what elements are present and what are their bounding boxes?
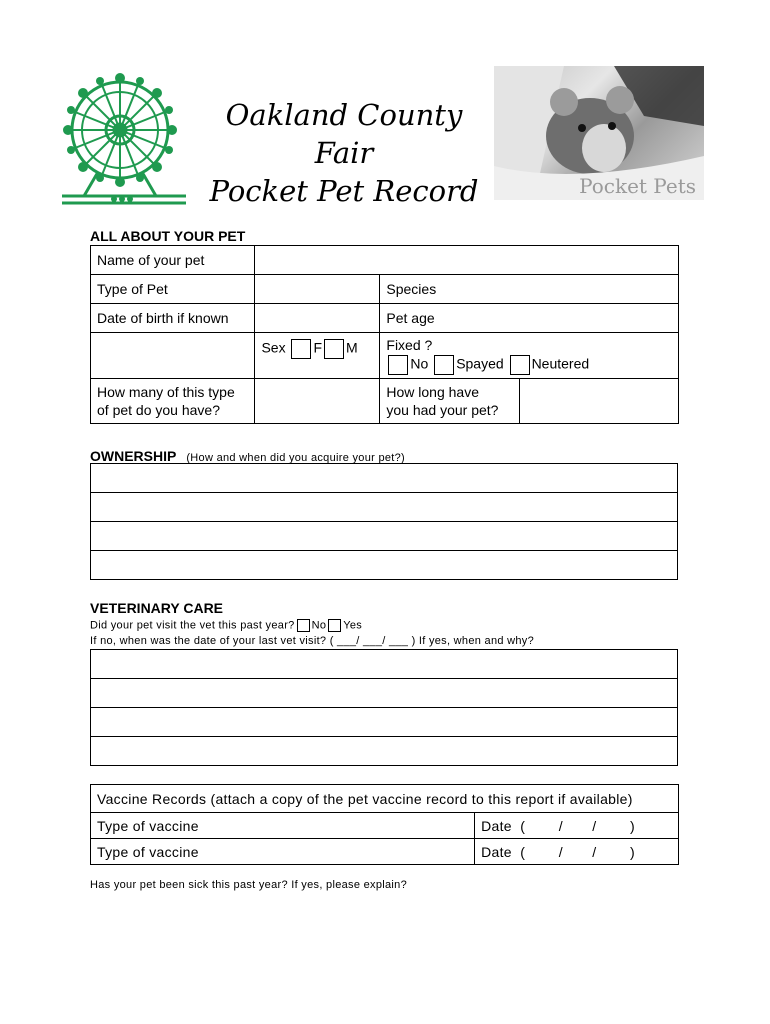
vet-yes-checkbox[interactable] — [328, 619, 341, 632]
name-label: Name of your pet — [91, 246, 255, 275]
vaccine-date-2[interactable]: Date ( / / ) — [475, 839, 679, 865]
section-heading-ownership: OWNERSHIP — [90, 448, 177, 464]
dob-label: Date of birth if known — [91, 304, 255, 333]
sex-f-label: F — [313, 339, 323, 356]
vet-question-1 — [90, 619, 362, 632]
age-label: Pet age — [386, 310, 435, 326]
spayed-checkbox[interactable] — [434, 355, 454, 375]
fixed-label: Fixed ? — [386, 337, 433, 353]
howlong-line-2: you had your pet? — [386, 402, 499, 418]
vaccine-type-2[interactable]: Type of vaccine — [91, 839, 475, 865]
sex-f-checkbox[interactable] — [291, 339, 311, 359]
photo-caption: Pocket Pets — [579, 174, 696, 198]
howmany-label — [91, 379, 255, 424]
vet-lines[interactable] — [90, 649, 678, 766]
sex-cell — [255, 333, 380, 379]
pet-rat-photo — [494, 66, 704, 200]
vaccine-table — [90, 784, 679, 865]
vet-line[interactable] — [91, 679, 677, 708]
vet-yes-label: Yes — [343, 619, 363, 632]
vet-question-2: If no, when was the date of your last vet visit? ( ___/ ___/ ___ ) If yes, when and why? — [90, 635, 535, 647]
ferris-wheel-logo — [58, 72, 190, 208]
howlong-label — [380, 379, 520, 424]
vaccine-date-1[interactable]: Date ( / / ) — [475, 813, 679, 839]
sick-question: Has your pet been sick this past year? If yes, please explain? — [90, 879, 407, 891]
type-label: Type of Pet — [91, 275, 255, 304]
vet-q1-text: Did your pet visit the vet this past year? — [90, 619, 295, 632]
age-field[interactable] — [380, 304, 679, 333]
howlong-line-1: How long have — [386, 384, 480, 400]
ownership-line[interactable] — [91, 522, 677, 551]
ownership-line[interactable] — [91, 464, 677, 493]
spayed-label: Spayed — [456, 355, 504, 372]
dob-field[interactable] — [255, 304, 380, 333]
vaccine-header: Vaccine Records (attach a copy of the pet vaccine record to this report if available) — [91, 785, 679, 813]
sex-label: Sex — [261, 339, 286, 356]
fixed-no-checkbox[interactable] — [388, 355, 408, 375]
title-line-2: Pocket Pet Record — [209, 174, 479, 208]
fixed-cell — [380, 333, 679, 379]
sex-m-checkbox[interactable] — [324, 339, 344, 359]
vet-no-checkbox[interactable] — [297, 619, 310, 632]
howmany-line-1: How many of this type — [97, 384, 235, 400]
ownership-line[interactable] — [91, 551, 677, 580]
vet-line[interactable] — [91, 650, 677, 679]
title-line-1: Oakland County Fair — [225, 98, 463, 170]
species-field[interactable] — [380, 275, 679, 304]
species-label: Species — [386, 281, 437, 297]
vet-line[interactable] — [91, 737, 677, 766]
document-title — [196, 96, 492, 210]
name-field[interactable] — [255, 246, 679, 275]
fixed-no-label: No — [410, 355, 429, 372]
section-heading-vet: VETERINARY CARE — [90, 600, 224, 616]
vaccine-type-1[interactable]: Type of vaccine — [91, 813, 475, 839]
ownership-line[interactable] — [91, 493, 677, 522]
howmany-line-2: of pet do you have? — [97, 402, 220, 418]
vet-line[interactable] — [91, 708, 677, 737]
section-heading-about: ALL ABOUT YOUR PET — [90, 228, 246, 244]
ownership-lines[interactable] — [90, 463, 678, 580]
ownership-subtitle: (How and when did you acquire your pet?) — [186, 452, 406, 464]
blank-cell — [91, 333, 255, 379]
pet-info-table — [90, 245, 679, 424]
neutered-checkbox[interactable] — [510, 355, 530, 375]
howlong-field[interactable] — [520, 379, 679, 424]
howmany-field[interactable] — [255, 379, 380, 424]
neutered-label: Neutered — [531, 355, 590, 372]
type-field[interactable] — [255, 275, 380, 304]
sex-m-label: M — [346, 339, 358, 356]
vet-no-label: No — [311, 619, 327, 632]
